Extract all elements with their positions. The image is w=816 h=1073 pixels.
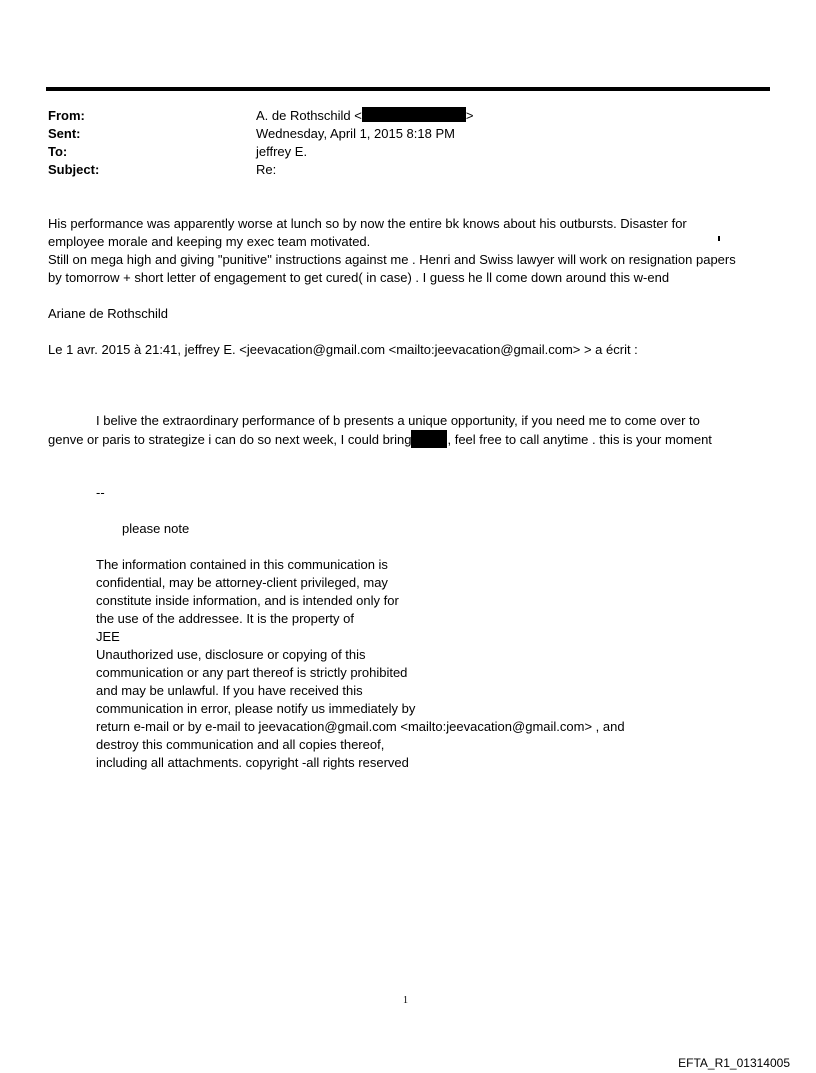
quote-line-2-end: , feel free to call anytime . this is your moment [447, 432, 712, 447]
body-line-1: His performance was apparently worse at lunch so by now the entire bk knows about his outbursts. Disaster for [48, 216, 687, 231]
quote-intro: Le 1 avr. 2015 à 21:41, jeffrey E. <jeevacation@gmail.com <mailto:jeevacation@gmail.com> > a écrit : [48, 342, 638, 357]
disclaimer-line: The information contained in this communication is [96, 557, 388, 572]
page-number: 1 [403, 995, 408, 1006]
disclaimer-line: communication or any part thereof is strictly prohibited [96, 665, 408, 680]
redaction-box [362, 107, 466, 122]
sent-label: Sent: [48, 126, 81, 141]
quote-line-2 [48, 430, 712, 449]
disclaimer-line: Unauthorized use, disclosure or copying of this [96, 647, 366, 662]
disclaimer-line: JEE [96, 629, 120, 644]
disclaimer-line: the use of the addressee. It is the property of [96, 611, 354, 626]
dashes: -- [96, 485, 105, 500]
signature: Ariane de Rothschild [48, 306, 168, 321]
bates-number: EFTA_R1_01314005 [678, 1056, 790, 1070]
body-line-2: employee morale and keeping my exec team motivated. [48, 234, 371, 249]
disclaimer-line: communication in error, please notify us immediately by [96, 701, 416, 716]
to-label: To: [48, 144, 68, 159]
body-line-4: by tomorrow + short letter of engagement to get cured( in case) . I guess he ll come down around this w-end [48, 270, 670, 285]
from-value [256, 107, 473, 125]
subject-label: Subject: [48, 162, 100, 177]
stray-mark [718, 236, 720, 241]
disclaimer-line: return e-mail or by e-mail to jeevacation@gmail.com <mailto:jeevacation@gmail.com> , and [96, 719, 625, 734]
header-divider [46, 87, 770, 91]
quote-line-1: I belive the extraordinary performance of b presents a unique opportunity, if you need me to come over to [96, 413, 700, 428]
disclaimer-line: including all attachments. copyright -all rights reserved [96, 755, 409, 770]
redaction-box [411, 430, 447, 448]
disclaimer-line: confidential, may be attorney-client privileged, may [96, 575, 388, 590]
quote-line-2-start: genve or paris to strategize i can do so next week, I could bring [48, 432, 412, 447]
to-value: jeffrey E. [256, 144, 308, 159]
disclaimer-line: and may be unlawful. If you have received this [96, 683, 363, 698]
disclaimer-block [96, 556, 625, 772]
disclaimer-line: destroy this communication and all copies thereof, [96, 737, 385, 752]
from-name: A. de Rothschild < [256, 108, 362, 123]
subject-value: Re: [256, 162, 277, 177]
please-note: please note [122, 521, 190, 536]
from-label: From: [48, 108, 85, 123]
sent-value: Wednesday, April 1, 2015 8:18 PM [256, 126, 455, 141]
from-close: > [465, 108, 474, 123]
disclaimer-line: constitute inside information, and is intended only for [96, 593, 399, 608]
body-line-3: Still on mega high and giving "punitive" instructions against me . Henri and Swiss lawyer will work on resignation papers [48, 252, 736, 267]
